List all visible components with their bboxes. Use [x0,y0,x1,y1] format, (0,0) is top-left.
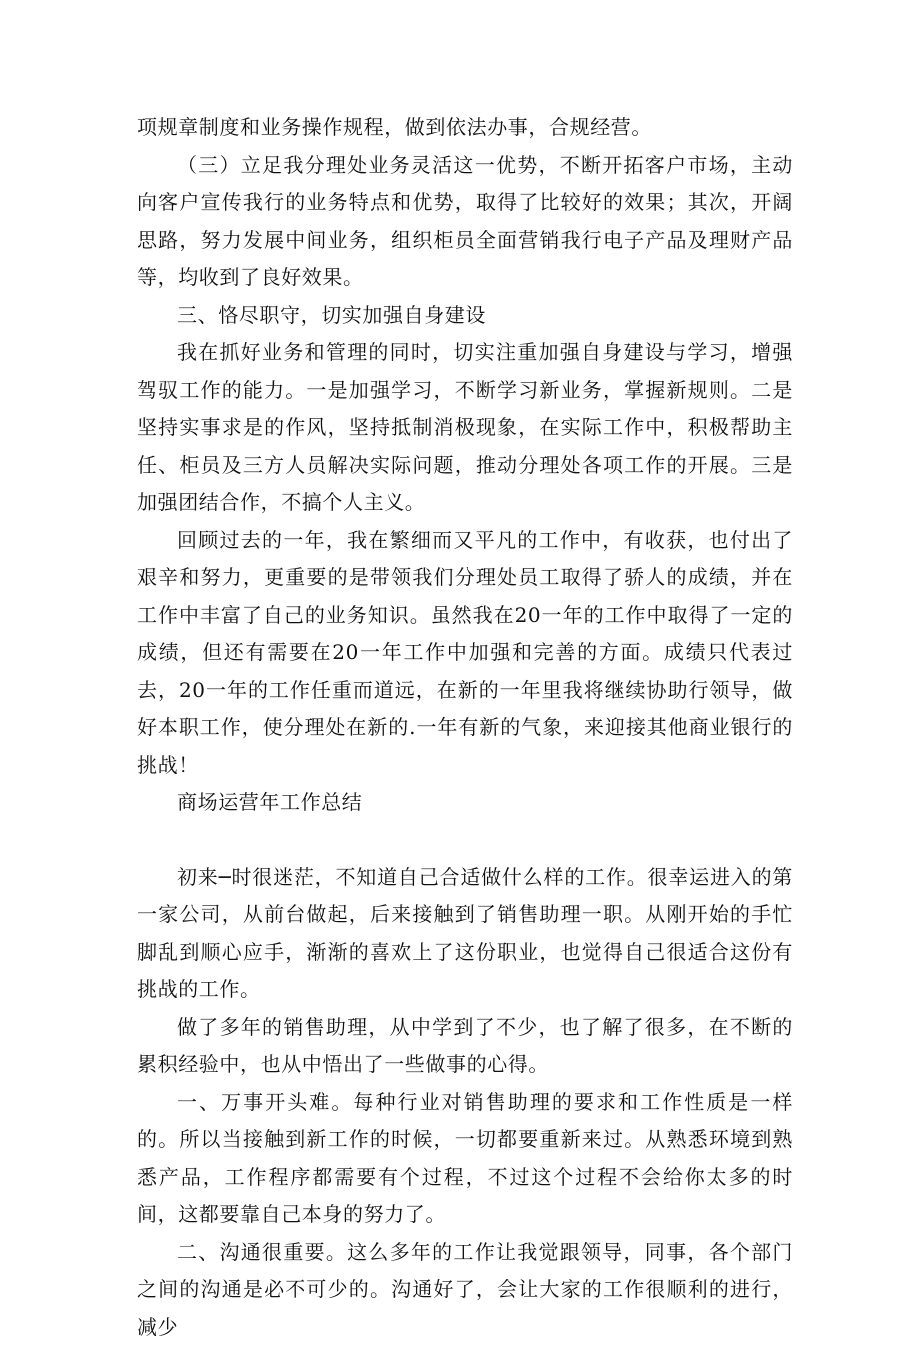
paragraph-rules-line: 项规章制度和业务操作规程，做到依法办事，合规经营。 [137,109,793,147]
document-body [137,109,793,1346]
blank-spacer [137,822,793,859]
section-heading-three: 三、恪尽职守，切实加强自身建设 [137,297,793,335]
paragraph-review: 回顾过去的一年，我在繁细而又平凡的工作中，有收获，也付出了艰辛和努力，更重要的是带领我们分理处员工取得了骄人的成绩，并在工作中丰富了自己的业务知识。虽然我在20一年的工作中取得了一定的成绩，但还有需要在20一年工作中加强和完善的方面。成绩只代表过去，20一年的工作任重而道远，在新的一年里我将继续协助行领导，做好本职工作，使分理处在新的.一年有新的气象，来迎接其他商业银行的挑战！ [137,522,793,785]
document-title-mall: 商场运营年工作总结 [137,784,793,822]
paragraph-point-two: 二、沟通很重要。这么多年的工作让我觉跟领导，同事，各个部门之间的沟通是必不可少的。沟通好了，会让大家的工作很顺利的进行，减少 [137,1234,793,1346]
paragraph-point-one: 一、万事开头难。每种行业对销售助理的要求和工作性质是一样的。所以当接触到新工作的时候，一切都要重新来过。从熟悉环境到熟悉产品，工作程序都需要有个过程，不过这个过程不会给你太多的时间，这都要靠自己本身的努力了。 [137,1084,793,1234]
paragraph-intro: 初来─时很迷茫，不知道自己合适做什么样的工作。很幸运进入的第一家公司，从前台做起，后来接触到了销售助理一职。从刚开始的手忙脚乱到顺心应手，渐渐的喜欢上了这份职业，也觉得自己很适合这份有挑战的工作。 [137,859,793,1009]
paragraph-item-three: （三）立足我分理处业务灵活这一优势，不断开拓客户市场，主动向客户宣传我行的业务特点和优势，取得了比较好的效果；其次，开阔思路，努力发展中间业务，组织柜员全面营销我行电子产品及理财产品等，均收到了良好效果。 [137,147,793,297]
paragraph-years: 做了多年的销售助理，从中学到了不少，也了解了很多，在不断的累积经验中，也从中悟出了一些做事的心得。 [137,1009,793,1084]
paragraph-self-building: 我在抓好业务和管理的同时，切实注重加强自身建设与学习，增强驾驭工作的能力。一是加强学习，不断学习新业务，掌握新规则。二是坚持实事求是的作风，坚持抵制消极现象，在实际工作中，积极帮助主任、柜员及三方人员解决实际问题，推动分理处各项工作的开展。三是加强团结合作，不搞个人主义。 [137,334,793,522]
